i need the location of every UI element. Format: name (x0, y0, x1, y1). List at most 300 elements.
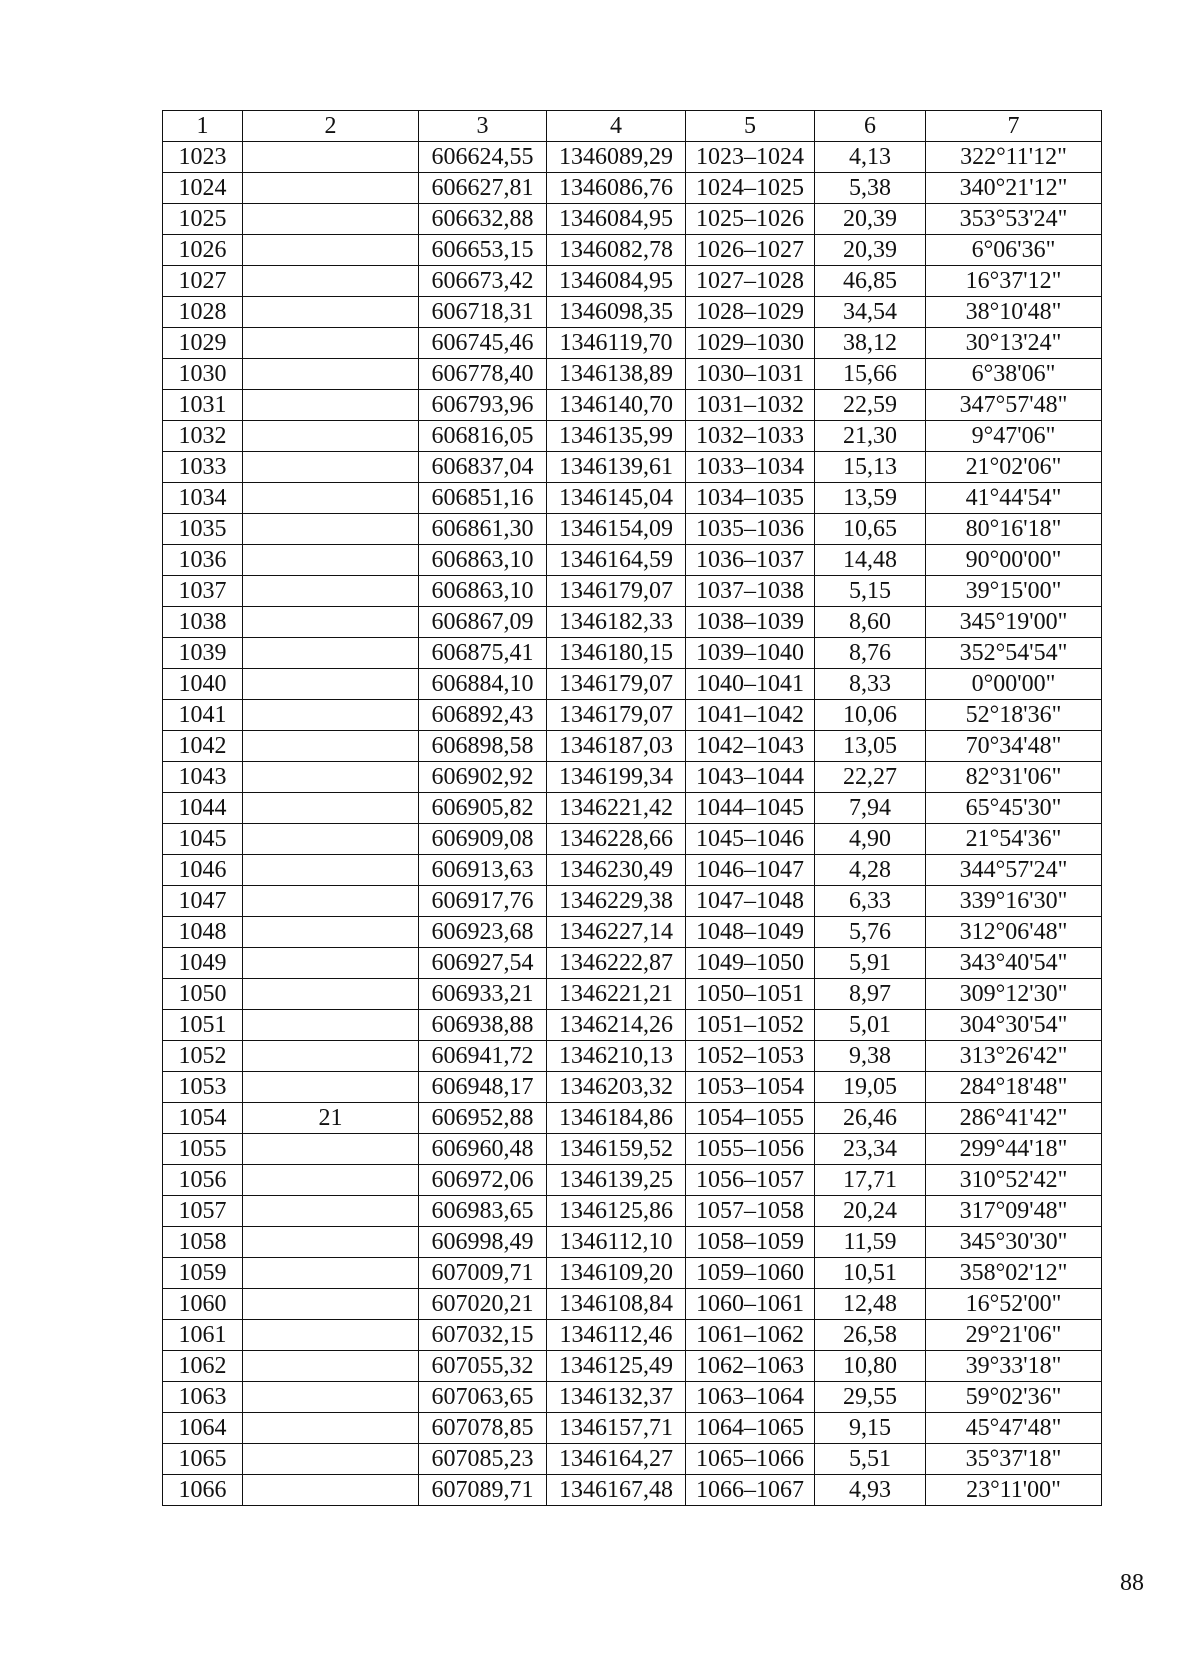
table-row (163, 266, 1102, 297)
point-number: 1062 (163, 1351, 243, 1382)
length: 22,59 (815, 390, 926, 421)
group-cell (243, 297, 419, 328)
group-cell (243, 669, 419, 700)
group-cell (243, 948, 419, 979)
point-number: 1038 (163, 607, 243, 638)
direction-angle: 312°06'48" (926, 917, 1102, 948)
direction-angle: 82°31'06" (926, 762, 1102, 793)
length: 22,27 (815, 762, 926, 793)
segment: 1058–1059 (686, 1227, 815, 1258)
segment: 1046–1047 (686, 855, 815, 886)
table-row (163, 1320, 1102, 1351)
point-number: 1033 (163, 452, 243, 483)
x-coordinate: 607063,65 (419, 1382, 547, 1413)
direction-angle: 16°52'00" (926, 1289, 1102, 1320)
length: 20,39 (815, 235, 926, 266)
y-coordinate: 1346164,27 (547, 1444, 686, 1475)
header-cell-7: 7 (926, 111, 1102, 142)
table-row (163, 545, 1102, 576)
length: 34,54 (815, 297, 926, 328)
segment: 1027–1028 (686, 266, 815, 297)
table-row (163, 1382, 1102, 1413)
group-cell (243, 1289, 419, 1320)
group-cell (243, 235, 419, 266)
table-row (163, 1351, 1102, 1382)
group-cell (243, 266, 419, 297)
segment: 1064–1065 (686, 1413, 815, 1444)
y-coordinate: 1346084,95 (547, 266, 686, 297)
x-coordinate: 606938,88 (419, 1010, 547, 1041)
y-coordinate: 1346140,70 (547, 390, 686, 421)
page-number: 88 (1120, 1570, 1144, 1596)
group-cell (243, 1165, 419, 1196)
table-row (163, 607, 1102, 638)
segment: 1061–1062 (686, 1320, 815, 1351)
x-coordinate: 606884,10 (419, 669, 547, 700)
table-row (163, 1196, 1102, 1227)
header-cell-2: 2 (243, 111, 419, 142)
table-row (163, 700, 1102, 731)
x-coordinate: 606909,08 (419, 824, 547, 855)
point-number: 1027 (163, 266, 243, 297)
group-cell (243, 979, 419, 1010)
point-number: 1023 (163, 142, 243, 173)
point-number: 1035 (163, 514, 243, 545)
table-row (163, 359, 1102, 390)
x-coordinate: 606913,63 (419, 855, 547, 886)
length: 38,12 (815, 328, 926, 359)
group-cell (243, 638, 419, 669)
direction-angle: 39°15'00" (926, 576, 1102, 607)
table-row (163, 1072, 1102, 1103)
x-coordinate: 606632,88 (419, 204, 547, 235)
y-coordinate: 1346157,71 (547, 1413, 686, 1444)
table-row (163, 1444, 1102, 1475)
x-coordinate: 606917,76 (419, 886, 547, 917)
x-coordinate: 606778,40 (419, 359, 547, 390)
direction-angle: 6°38'06" (926, 359, 1102, 390)
point-number: 1030 (163, 359, 243, 390)
table-row (163, 390, 1102, 421)
point-number: 1043 (163, 762, 243, 793)
direction-angle: 299°44'18" (926, 1134, 1102, 1165)
x-coordinate: 606718,31 (419, 297, 547, 328)
table-row (163, 297, 1102, 328)
segment: 1066–1067 (686, 1475, 815, 1506)
x-coordinate: 606816,05 (419, 421, 547, 452)
length: 26,58 (815, 1320, 926, 1351)
x-coordinate: 607032,15 (419, 1320, 547, 1351)
segment: 1047–1048 (686, 886, 815, 917)
segment: 1024–1025 (686, 173, 815, 204)
point-number: 1026 (163, 235, 243, 266)
table-row (163, 1103, 1102, 1134)
direction-angle: 345°19'00" (926, 607, 1102, 638)
y-coordinate: 1346187,03 (547, 731, 686, 762)
table-row (163, 235, 1102, 266)
point-number: 1063 (163, 1382, 243, 1413)
length: 4,28 (815, 855, 926, 886)
header-cell-4: 4 (547, 111, 686, 142)
length: 4,93 (815, 1475, 926, 1506)
x-coordinate: 606941,72 (419, 1041, 547, 1072)
group-cell: 21 (243, 1103, 419, 1134)
segment: 1033–1034 (686, 452, 815, 483)
point-number: 1049 (163, 948, 243, 979)
group-cell (243, 1196, 419, 1227)
y-coordinate: 1346179,07 (547, 576, 686, 607)
y-coordinate: 1346229,38 (547, 886, 686, 917)
segment: 1041–1042 (686, 700, 815, 731)
group-cell (243, 762, 419, 793)
y-coordinate: 1346180,15 (547, 638, 686, 669)
group-cell (243, 824, 419, 855)
point-number: 1051 (163, 1010, 243, 1041)
x-coordinate: 606627,81 (419, 173, 547, 204)
x-coordinate: 606851,16 (419, 483, 547, 514)
length: 17,71 (815, 1165, 926, 1196)
direction-angle: 59°02'36" (926, 1382, 1102, 1413)
group-cell (243, 514, 419, 545)
length: 20,39 (815, 204, 926, 235)
direction-angle: 322°11'12" (926, 142, 1102, 173)
x-coordinate: 606673,42 (419, 266, 547, 297)
x-coordinate: 606898,58 (419, 731, 547, 762)
length: 7,94 (815, 793, 926, 824)
point-number: 1064 (163, 1413, 243, 1444)
direction-angle: 347°57'48" (926, 390, 1102, 421)
point-number: 1045 (163, 824, 243, 855)
x-coordinate: 606867,09 (419, 607, 547, 638)
y-coordinate: 1346098,35 (547, 297, 686, 328)
y-coordinate: 1346112,10 (547, 1227, 686, 1258)
group-cell (243, 483, 419, 514)
x-coordinate: 606927,54 (419, 948, 547, 979)
segment: 1057–1058 (686, 1196, 815, 1227)
segment: 1053–1054 (686, 1072, 815, 1103)
segment: 1031–1032 (686, 390, 815, 421)
direction-angle: 358°02'12" (926, 1258, 1102, 1289)
group-cell (243, 1041, 419, 1072)
direction-angle: 313°26'42" (926, 1041, 1102, 1072)
group-cell (243, 1320, 419, 1351)
direction-angle: 21°54'36" (926, 824, 1102, 855)
direction-angle: 340°21'12" (926, 173, 1102, 204)
segment: 1036–1037 (686, 545, 815, 576)
y-coordinate: 1346203,32 (547, 1072, 686, 1103)
direction-angle: 52°18'36" (926, 700, 1102, 731)
y-coordinate: 1346084,95 (547, 204, 686, 235)
header-row (163, 111, 1102, 142)
x-coordinate: 606892,43 (419, 700, 547, 731)
group-cell (243, 855, 419, 886)
point-number: 1040 (163, 669, 243, 700)
y-coordinate: 1346164,59 (547, 545, 686, 576)
group-cell (243, 452, 419, 483)
group-cell (243, 1351, 419, 1382)
group-cell (243, 390, 419, 421)
x-coordinate: 606972,06 (419, 1165, 547, 1196)
group-cell (243, 917, 419, 948)
segment: 1055–1056 (686, 1134, 815, 1165)
table-row (163, 173, 1102, 204)
x-coordinate: 606960,48 (419, 1134, 547, 1165)
x-coordinate: 606861,30 (419, 514, 547, 545)
x-coordinate: 606863,10 (419, 576, 547, 607)
length: 8,76 (815, 638, 926, 669)
point-number: 1037 (163, 576, 243, 607)
point-number: 1050 (163, 979, 243, 1010)
group-cell (243, 545, 419, 576)
direction-angle: 21°02'06" (926, 452, 1102, 483)
segment: 1050–1051 (686, 979, 815, 1010)
group-cell (243, 1134, 419, 1165)
table-row (163, 514, 1102, 545)
x-coordinate: 607085,23 (419, 1444, 547, 1475)
segment: 1059–1060 (686, 1258, 815, 1289)
group-cell (243, 328, 419, 359)
y-coordinate: 1346082,78 (547, 235, 686, 266)
header-cell-5: 5 (686, 111, 815, 142)
table-row (163, 1165, 1102, 1196)
point-number: 1031 (163, 390, 243, 421)
length: 21,30 (815, 421, 926, 452)
y-coordinate: 1346119,70 (547, 328, 686, 359)
table-row (163, 886, 1102, 917)
table-row (163, 1010, 1102, 1041)
length: 23,34 (815, 1134, 926, 1165)
point-number: 1032 (163, 421, 243, 452)
point-number: 1052 (163, 1041, 243, 1072)
segment: 1035–1036 (686, 514, 815, 545)
segment: 1060–1061 (686, 1289, 815, 1320)
direction-angle: 309°12'30" (926, 979, 1102, 1010)
point-number: 1065 (163, 1444, 243, 1475)
y-coordinate: 1346199,34 (547, 762, 686, 793)
table-row (163, 1041, 1102, 1072)
y-coordinate: 1346179,07 (547, 700, 686, 731)
length: 15,66 (815, 359, 926, 390)
segment: 1032–1033 (686, 421, 815, 452)
point-number: 1054 (163, 1103, 243, 1134)
table-row (163, 328, 1102, 359)
point-number: 1036 (163, 545, 243, 576)
group-cell (243, 700, 419, 731)
table-row (163, 855, 1102, 886)
group-cell (243, 1444, 419, 1475)
y-coordinate: 1346132,37 (547, 1382, 686, 1413)
length: 8,60 (815, 607, 926, 638)
point-number: 1055 (163, 1134, 243, 1165)
y-coordinate: 1346167,48 (547, 1475, 686, 1506)
segment: 1042–1043 (686, 731, 815, 762)
x-coordinate: 607078,85 (419, 1413, 547, 1444)
x-coordinate: 607055,32 (419, 1351, 547, 1382)
segment: 1037–1038 (686, 576, 815, 607)
table-row (163, 669, 1102, 700)
x-coordinate: 606653,15 (419, 235, 547, 266)
y-coordinate: 1346230,49 (547, 855, 686, 886)
y-coordinate: 1346108,84 (547, 1289, 686, 1320)
length: 8,97 (815, 979, 926, 1010)
segment: 1023–1024 (686, 142, 815, 173)
length: 10,65 (815, 514, 926, 545)
x-coordinate: 606745,46 (419, 328, 547, 359)
y-coordinate: 1346154,09 (547, 514, 686, 545)
y-coordinate: 1346139,25 (547, 1165, 686, 1196)
table-row (163, 917, 1102, 948)
segment: 1034–1035 (686, 483, 815, 514)
direction-angle: 65°45'30" (926, 793, 1102, 824)
group-cell (243, 204, 419, 235)
table-row (163, 1134, 1102, 1165)
length: 13,05 (815, 731, 926, 762)
x-coordinate: 606837,04 (419, 452, 547, 483)
point-number: 1061 (163, 1320, 243, 1351)
y-coordinate: 1346228,66 (547, 824, 686, 855)
table-row (163, 762, 1102, 793)
group-cell (243, 1072, 419, 1103)
point-number: 1046 (163, 855, 243, 886)
point-number: 1059 (163, 1258, 243, 1289)
header-cell-6: 6 (815, 111, 926, 142)
table-row (163, 204, 1102, 235)
direction-angle: 90°00'00" (926, 545, 1102, 576)
length: 5,51 (815, 1444, 926, 1475)
group-cell (243, 793, 419, 824)
y-coordinate: 1346179,07 (547, 669, 686, 700)
y-coordinate: 1346138,89 (547, 359, 686, 390)
segment: 1051–1052 (686, 1010, 815, 1041)
group-cell (243, 1258, 419, 1289)
point-number: 1048 (163, 917, 243, 948)
y-coordinate: 1346125,49 (547, 1351, 686, 1382)
direction-angle: 70°34'48" (926, 731, 1102, 762)
point-number: 1028 (163, 297, 243, 328)
segment: 1065–1066 (686, 1444, 815, 1475)
length: 8,33 (815, 669, 926, 700)
point-number: 1039 (163, 638, 243, 669)
point-number: 1060 (163, 1289, 243, 1320)
x-coordinate: 606863,10 (419, 545, 547, 576)
x-coordinate: 606902,92 (419, 762, 547, 793)
y-coordinate: 1346184,86 (547, 1103, 686, 1134)
group-cell (243, 1413, 419, 1444)
direction-angle: 352°54'54" (926, 638, 1102, 669)
table-row (163, 576, 1102, 607)
length: 20,24 (815, 1196, 926, 1227)
x-coordinate: 606923,68 (419, 917, 547, 948)
group-cell (243, 1227, 419, 1258)
length: 9,38 (815, 1041, 926, 1072)
group-cell (243, 607, 419, 638)
segment: 1043–1044 (686, 762, 815, 793)
segment: 1044–1045 (686, 793, 815, 824)
segment: 1054–1055 (686, 1103, 815, 1134)
length: 5,76 (815, 917, 926, 948)
length: 29,55 (815, 1382, 926, 1413)
x-coordinate: 606624,55 (419, 142, 547, 173)
table-row (163, 1227, 1102, 1258)
length: 5,15 (815, 576, 926, 607)
length: 5,91 (815, 948, 926, 979)
group-cell (243, 359, 419, 390)
direction-angle: 343°40'54" (926, 948, 1102, 979)
group-cell (243, 1475, 419, 1506)
direction-angle: 0°00'00" (926, 669, 1102, 700)
length: 14,48 (815, 545, 926, 576)
table-row (163, 948, 1102, 979)
x-coordinate: 606948,17 (419, 1072, 547, 1103)
x-coordinate: 607089,71 (419, 1475, 547, 1506)
point-number: 1047 (163, 886, 243, 917)
header-cell-1: 1 (163, 111, 243, 142)
length: 10,06 (815, 700, 926, 731)
group-cell (243, 576, 419, 607)
segment: 1025–1026 (686, 204, 815, 235)
y-coordinate: 1346112,46 (547, 1320, 686, 1351)
point-number: 1057 (163, 1196, 243, 1227)
table-row (163, 824, 1102, 855)
length: 4,90 (815, 824, 926, 855)
group-cell (243, 1010, 419, 1041)
table-row (163, 793, 1102, 824)
point-number: 1025 (163, 204, 243, 235)
length: 4,13 (815, 142, 926, 173)
x-coordinate: 606793,96 (419, 390, 547, 421)
x-coordinate: 607009,71 (419, 1258, 547, 1289)
point-number: 1034 (163, 483, 243, 514)
length: 15,13 (815, 452, 926, 483)
length: 13,59 (815, 483, 926, 514)
length: 26,46 (815, 1103, 926, 1134)
segment: 1049–1050 (686, 948, 815, 979)
length: 6,33 (815, 886, 926, 917)
length: 10,80 (815, 1351, 926, 1382)
table-row (163, 638, 1102, 669)
x-coordinate: 606998,49 (419, 1227, 547, 1258)
direction-angle: 35°37'18" (926, 1444, 1102, 1475)
header-cell-3: 3 (419, 111, 547, 142)
group-cell (243, 1382, 419, 1413)
x-coordinate: 606952,88 (419, 1103, 547, 1134)
direction-angle: 30°13'24" (926, 328, 1102, 359)
y-coordinate: 1346221,42 (547, 793, 686, 824)
segment: 1056–1057 (686, 1165, 815, 1196)
table-row (163, 731, 1102, 762)
point-number: 1056 (163, 1165, 243, 1196)
point-number: 1024 (163, 173, 243, 204)
direction-angle: 6°06'36" (926, 235, 1102, 266)
direction-angle: 39°33'18" (926, 1351, 1102, 1382)
x-coordinate: 606875,41 (419, 638, 547, 669)
table-row (163, 1413, 1102, 1444)
table-row (163, 979, 1102, 1010)
y-coordinate: 1346182,33 (547, 607, 686, 638)
direction-angle: 41°44'54" (926, 483, 1102, 514)
direction-angle: 339°16'30" (926, 886, 1102, 917)
table-row (163, 1475, 1102, 1506)
y-coordinate: 1346222,87 (547, 948, 686, 979)
segment: 1026–1027 (686, 235, 815, 266)
segment: 1038–1039 (686, 607, 815, 638)
direction-angle: 286°41'42" (926, 1103, 1102, 1134)
segment: 1045–1046 (686, 824, 815, 855)
y-coordinate: 1346086,76 (547, 173, 686, 204)
point-number: 1058 (163, 1227, 243, 1258)
y-coordinate: 1346139,61 (547, 452, 686, 483)
length: 10,51 (815, 1258, 926, 1289)
